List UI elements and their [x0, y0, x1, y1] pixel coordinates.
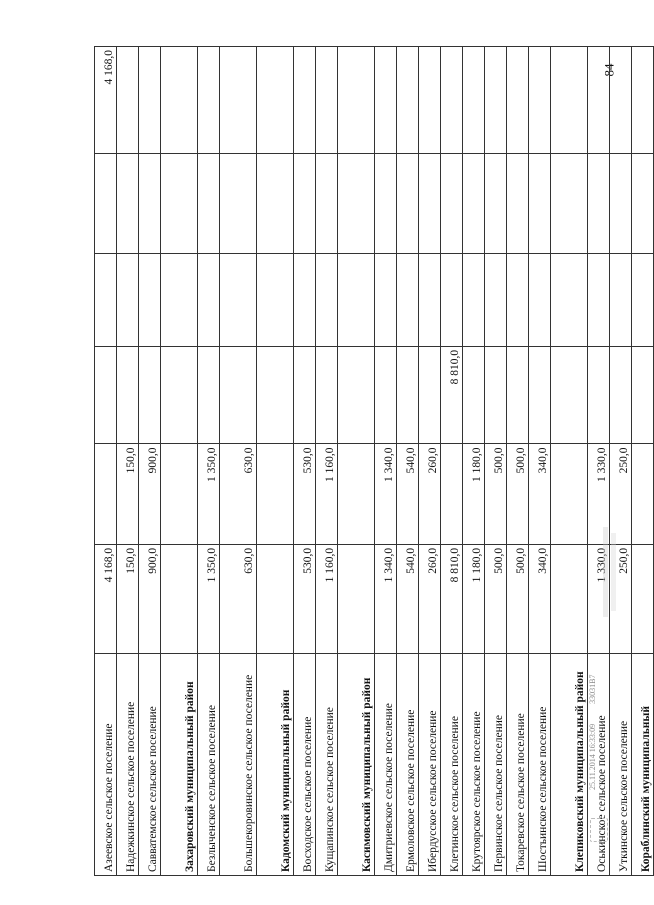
amount-cell: 4 168,0 [95, 47, 117, 154]
amount-cell [161, 153, 198, 253]
amount-cell: 150,0 [117, 544, 139, 654]
amount-cell [139, 253, 161, 346]
amount-cell [551, 544, 588, 654]
table-row [441, 47, 463, 876]
amount-cell [161, 47, 198, 154]
amount-cell [463, 153, 485, 253]
table-row [632, 47, 654, 876]
amount-cell: 540,0 [397, 544, 419, 654]
row-name-cell: Касимовский муниципальный район [338, 654, 375, 876]
amount-cell [375, 153, 397, 253]
amount-cell [257, 253, 294, 346]
amount-cell: 340,0 [529, 544, 551, 654]
amount-cell [220, 253, 257, 346]
amount-cell [95, 253, 117, 346]
amount-cell: 530,0 [294, 544, 316, 654]
amount-cell [161, 544, 198, 654]
table-row [419, 47, 441, 876]
row-name-cell: Савватемское сельское поселение [139, 654, 161, 876]
amount-cell [117, 47, 139, 154]
amount-cell [338, 47, 375, 154]
table-row [198, 47, 220, 876]
amount-cell: 900,0 [139, 544, 161, 654]
amount-cell [507, 47, 529, 154]
amount-cell [257, 47, 294, 154]
row-name-cell: Безлыченское сельское поселение [198, 654, 220, 876]
table-row [161, 47, 198, 876]
amount-cell [507, 253, 529, 346]
amount-cell [316, 346, 338, 444]
amount-cell: 150,0 [117, 444, 139, 544]
amount-cell: 1 160,0 [316, 444, 338, 544]
amount-cell [632, 346, 654, 444]
footer-doc-id: 33031В7 [588, 674, 597, 704]
amount-cell [220, 47, 257, 154]
amount-cell: 1 180,0 [463, 544, 485, 654]
table-row [117, 47, 139, 876]
amount-cell [551, 444, 588, 544]
amount-cell: 8 810,0 [441, 544, 463, 654]
amount-cell [294, 153, 316, 253]
amount-cell [485, 153, 507, 253]
amount-cell [397, 47, 419, 154]
amount-cell: 340,0 [529, 444, 551, 544]
amount-cell [397, 346, 419, 444]
table-row [257, 47, 294, 876]
amount-cell: 530,0 [294, 444, 316, 544]
amount-cell [139, 153, 161, 253]
amount-cell [441, 444, 463, 544]
amount-cell [117, 253, 139, 346]
amount-cell [316, 253, 338, 346]
amount-cell [338, 346, 375, 444]
amount-cell [419, 153, 441, 253]
amount-cell [257, 346, 294, 444]
amount-cell [419, 346, 441, 444]
amount-cell [198, 253, 220, 346]
table-row [529, 47, 551, 876]
budget-table [94, 46, 654, 876]
table-row [551, 47, 588, 876]
amount-cell [257, 444, 294, 544]
amount-cell: 1 330,0 [588, 544, 610, 654]
amount-cell [588, 47, 610, 154]
amount-cell [161, 346, 198, 444]
amount-cell [161, 444, 198, 544]
amount-cell: 1 160,0 [316, 544, 338, 654]
amount-cell [529, 153, 551, 253]
row-name-cell: Ибердусское сельское поселение [419, 654, 441, 876]
amount-cell [441, 153, 463, 253]
amount-cell [419, 47, 441, 154]
amount-cell: 500,0 [507, 444, 529, 544]
amount-cell [507, 346, 529, 444]
amount-cell [463, 47, 485, 154]
amount-cell [551, 253, 588, 346]
amount-cell [551, 47, 588, 154]
amount-cell: 900,0 [139, 444, 161, 544]
amount-cell [463, 253, 485, 346]
row-name-cell: Уткинское сельское поселение [610, 654, 632, 876]
row-name-cell: Большекоровинское сельское поселение [220, 654, 257, 876]
amount-cell [441, 253, 463, 346]
amount-cell [632, 47, 654, 154]
row-name-cell: Кадомский муниципальный район [257, 654, 294, 876]
amount-cell: 1 340,0 [375, 544, 397, 654]
amount-cell [610, 253, 632, 346]
amount-cell [117, 153, 139, 253]
amount-cell [139, 47, 161, 154]
amount-cell [257, 153, 294, 253]
amount-cell [338, 253, 375, 346]
amount-cell [529, 346, 551, 444]
amount-cell [220, 346, 257, 444]
amount-cell: 8 810,0 [441, 346, 463, 444]
table-row [139, 47, 161, 876]
amount-cell [507, 153, 529, 253]
row-name-cell: Надежкинское сельское поселение [117, 654, 139, 876]
amount-cell [198, 346, 220, 444]
row-name-cell: Клепиковский муниципальный район [551, 654, 588, 876]
amount-cell [139, 346, 161, 444]
amount-cell [632, 153, 654, 253]
amount-cell [294, 253, 316, 346]
row-name-cell: Ермоловское сельское поселение [397, 654, 419, 876]
row-name-cell: Захаровский муниципальный район [161, 654, 198, 876]
amount-cell: 500,0 [485, 544, 507, 654]
amount-cell: 1 330,0 [588, 444, 610, 544]
amount-cell: 1 350,0 [198, 444, 220, 544]
amount-cell: 260,0 [419, 544, 441, 654]
amount-cell [294, 47, 316, 154]
amount-cell: 500,0 [507, 544, 529, 654]
faint-stamp-image [600, 525, 620, 620]
amount-cell [397, 253, 419, 346]
amount-cell [485, 47, 507, 154]
amount-cell: 630,0 [220, 444, 257, 544]
amount-cell [610, 47, 632, 154]
amount-cell [338, 153, 375, 253]
amount-cell [632, 544, 654, 654]
amount-cell [588, 153, 610, 253]
amount-cell: 1 350,0 [198, 544, 220, 654]
amount-cell: 540,0 [397, 444, 419, 544]
amount-cell [198, 153, 220, 253]
row-name-cell: Крутоярское сельское поселение [463, 654, 485, 876]
amount-cell [95, 346, 117, 444]
amount-cell [338, 544, 375, 654]
amount-cell [161, 253, 198, 346]
amount-cell [632, 444, 654, 544]
amount-cell [463, 346, 485, 444]
row-name-cell: Первинское сельское поселение [485, 654, 507, 876]
amount-cell [95, 444, 117, 544]
amount-cell: 1 340,0 [375, 444, 397, 544]
amount-cell [316, 47, 338, 154]
row-name-cell: Дмитриевское сельское поселение [375, 654, 397, 876]
row-name-cell: Кущапинское сельское поселение [316, 654, 338, 876]
amount-cell [375, 47, 397, 154]
amount-cell [632, 253, 654, 346]
table-row [397, 47, 419, 876]
amount-cell: 630,0 [220, 544, 257, 654]
amount-cell [294, 346, 316, 444]
table-row [375, 47, 397, 876]
document-logo-icon [590, 818, 608, 842]
amount-cell [375, 253, 397, 346]
amount-cell [257, 544, 294, 654]
row-name-cell: Клетинское сельское поселение [441, 654, 463, 876]
amount-cell [117, 346, 139, 444]
amount-cell [95, 153, 117, 253]
row-name-cell: Восходское сельское поселение [294, 654, 316, 876]
amount-cell [220, 153, 257, 253]
table-row [95, 47, 117, 876]
amount-cell [610, 153, 632, 253]
footer-date: 25.11.2014 16:33:09 [588, 723, 597, 790]
row-name-cell: Шостьинское сельское поселение [529, 654, 551, 876]
table-row [463, 47, 485, 876]
amount-cell [529, 253, 551, 346]
amount-cell [588, 253, 610, 346]
page-number: 84 [601, 63, 617, 77]
row-name-cell: Кораблинский муниципальный [632, 654, 654, 876]
row-name-cell: Токаревское сельское поселение [507, 654, 529, 876]
amount-cell: 250,0 [610, 544, 632, 654]
row-name-cell: Оськинское сельское поселение [588, 654, 610, 876]
table-row [485, 47, 507, 876]
amount-cell [338, 444, 375, 544]
amount-cell [588, 346, 610, 444]
table-row [220, 47, 257, 876]
amount-cell [316, 153, 338, 253]
amount-cell [529, 47, 551, 154]
amount-cell: 4 168,0 [95, 544, 117, 654]
amount-cell [485, 346, 507, 444]
table-row [316, 47, 338, 876]
amount-cell [419, 253, 441, 346]
amount-cell [397, 153, 419, 253]
table-row [507, 47, 529, 876]
row-name-cell: Азеевское сельское поселение [95, 654, 117, 876]
budget-table-body [95, 47, 654, 876]
amount-cell: 500,0 [485, 444, 507, 544]
table-row [294, 47, 316, 876]
amount-cell: 260,0 [419, 444, 441, 544]
amount-cell: 250,0 [610, 444, 632, 544]
amount-cell [485, 253, 507, 346]
amount-cell [551, 153, 588, 253]
table-row [610, 47, 632, 876]
amount-cell: 1 180,0 [463, 444, 485, 544]
amount-cell [441, 47, 463, 154]
amount-cell [551, 346, 588, 444]
amount-cell [610, 346, 632, 444]
amount-cell [375, 346, 397, 444]
document-footer [588, 590, 602, 790]
amount-cell [198, 47, 220, 154]
table-row [338, 47, 375, 876]
